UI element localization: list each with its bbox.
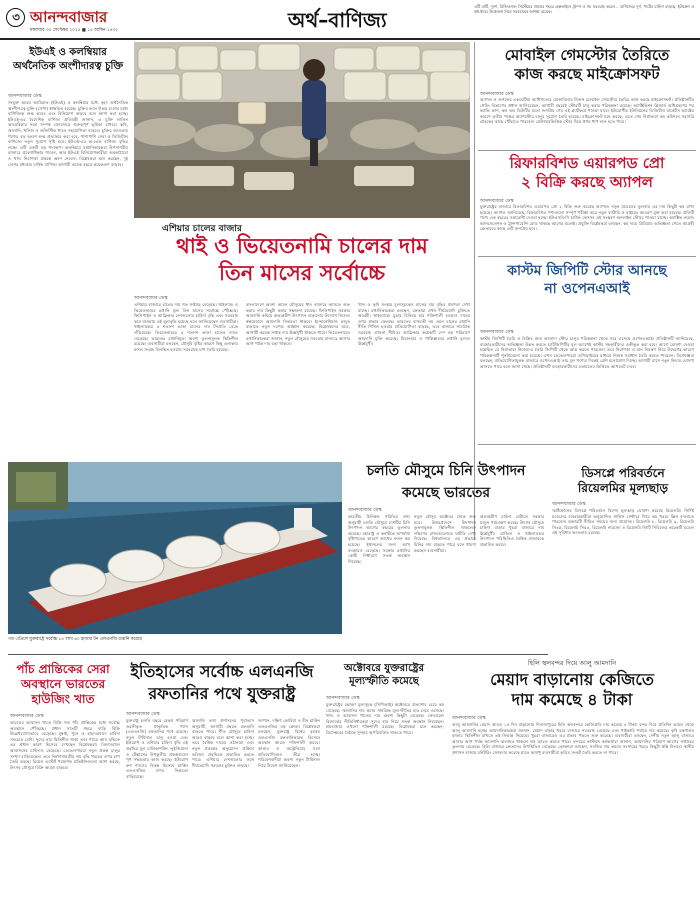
lng-col-2: জ্বালানি তথ্য প্রশাসনের পূর্বাভাস অনুযায়ী, আগামী বছরও রফতানি বাড়তে পারে। শীত মৌসুমে চাহিদা আরও বাড়বে বলে আশা করা হচ্ছে। তবে বৈশ্বিক দামের ওঠানামা এবং নতুন প্রকল্পের অনুমোদন প্রক্রিয়া ভবিষ্যৎ প্রবৃদ্ধিকে প্রভাবিত করতে পারে। এশিয়ার দেশগুলোর সঙ্গে দীর্ঘমেয়াদি সরবরাহ চুক্তিও বাড়ছে। (192, 718, 254, 768)
airpod-body: যুক্তরাষ্ট্রের বাজারে রিফারবিশড এয়ারপড প্রো ২ বিক্রি শুরু করেছে অ্যাপল। নতুন মডেলের তুলনায় এর দাম কিছুটা কম রাখা হয়েছে। অ্যাপল জানিয়েছে, রিফারবিশড পণ্যগুলো সম্পূর্ণ পরীক্ষা করে নতুন ব্যাটারি ও বাইরের আবরণ যুক্ত করা হয়েছে। প্রতিটি পণ্যে এক বছরের ওয়ারেন্টি দেওয়া হচ্ছে। ইউএসবি-সি চার্জিং কেসসহ এই সংস্করণ অনলাইন স্টোরে পাওয়া যাচ্ছে। অ্যাক্টিভ নয়েজ ক্যানসেলেশন ও ট্রান্সপারেন্সি মোড থাকছে আগের মতোই। প্রযুক্তি বিশ্লেষকরা বলছেন, কম দামে প্রিমিয়াম অভিজ্ঞতা পেতে আগ্রহী ক্রেতাদের কাছে এটি জনপ্রিয় হবে। (480, 204, 694, 232)
india-headline-1: পাঁচ প্রান্তিকের সেরা (16, 662, 110, 676)
microsoft-headline-2: কাজ করছে মাইক্রোসফট (514, 65, 660, 83)
eu-body: সংযুক্ত আরব আমিরাত (ইউএই) ও কলম্বিয়ার মধ্যে বৃহৎ অর্থনৈতিক অংশীদারত্ব চুক্তি (সেপা) স্বাক্ষরিত হয়েছে। চুক্তির ফলে উভয় দেশের মধ্যে বাণিজ্যিক শুল্ক কমবে এবং বিনিয়োগ বাড়বে বলে আশা করা হচ্ছে। ইউএই-এর বৈদেশিক বাণিজ্য প্রতিমন্ত্রী জানান, এ চুক্তি লাতিন আমেরিকার সঙ্গে সম্পর্ক জোরদারে গুরুত্বপূর্ণ ভূমিকা রাখবে। কৃষি, জ্বালানি, খনিজ ও লজিস্টিক খাতে সহযোগিতা বাড়বে। চুক্তির আওতায় পণ্যের বড় অংশে শুল্ক প্রত্যাহার করা হবে, পাশাপাশি সেবা ও ডিজিটাল বাণিজ্যে নতুন সুযোগ সৃষ্টি হবে। ইউএই-এর অ-তেল বাণিজ্য বৃদ্ধির লক্ষ্যে এটি একটি বড় পদক্ষেপ। কলম্বিয়ার রপ্তানিকারকরা উপসাগরীয় বাজারে প্রবেশাধিকার পাবেন, আর ইউএই বিনিয়োগকারীরা অবকাঠামো ও খাদ্য নিরাপত্তা প্রকল্পে অংশ নেবেন। বিশ্লেষকরা মনে করছেন, দুই দেশের মধ্যকার বার্ষিক বাণিজ্য আগামী কয়েক বছরে কয়েকগুণ বাড়বে। (8, 100, 128, 167)
divider (478, 150, 696, 151)
page-number: ৩ (12, 10, 20, 24)
eu-headline: ইউএই ও কলম্বিয়ার অর্থনৈতিক অংশীদারত্ব চুক্তি (12, 47, 124, 72)
gpt-byline: আনন্দবাজার ডেস্ক (480, 330, 514, 335)
lng-headline-1: ইতিহাসের সর্বোচ্চ এলএনজি (130, 662, 314, 681)
gpt-headline-2: না ওপেনএআই (544, 281, 630, 297)
lng-col-3: জাপান, দক্ষিণ কোরিয়া ও চীন মার্কিন এলএনজির বড় ক্রেতা। বিশ্লেষকরা বলছেন, যুক্তরাষ্ট্র বিশ্বের বৃহত্তম এলএনজি রফতানিকারক হিসেবে অবস্থান আরও শক্তিশালী করবে। কাতার ও অস্ট্রেলিয়ার সঙ্গে প্রতিযোগিতাও তীব্র হচ্ছে। পরিবেশবাদীরা অবশ্য নতুন টার্মিনাল নিয়ে উদ্বেগ জানিয়েছেন। (258, 718, 320, 768)
airpod-byline: আনন্দবাজার ডেস্ক (480, 199, 514, 204)
lng-col-1: যুক্তরাষ্ট্র চলতি বছরে রেকর্ড পরিমাণ তরলীকৃত প্রাকৃতিক গ্যাস (এলএনজি) রফতানির পথে রয়েছে। নতুন টার্মিনাল চালু হওয়া এবং ইউরোপ ও এশিয়ার চাহিদা বৃদ্ধি এই প্রবৃদ্ধির মূল চালিকাশক্তি। লুইজিয়ানা ও টেক্সাসের উপকূলীয় প্রকল্পগুলো পূর্ণ সক্ষমতায় কাজ করছে। ইউরোপ রুশ গ্যাসের বিকল্প হিসেবে মার্কিন এলএনজির ওপর নির্ভরতা বাড়িয়েছে। (126, 718, 188, 779)
potato-headline-1: মেয়াদ বাড়ানোয় কেজিতে (490, 670, 654, 689)
microsoft-headline-1: মোবাইল গেমস্টোর তৈরিতে (504, 46, 670, 64)
india-byline: আনন্দবাজার ডেস্ক (10, 714, 44, 719)
rice-byline: আনন্দবাজার ডেস্ক (134, 296, 168, 301)
india-headline-3: হাউজিং খাত (31, 692, 95, 706)
lng-byline: আনন্দবাজার ডেস্ক (126, 712, 160, 717)
lower-band-rule (8, 654, 548, 655)
masthead-rule (0, 38, 700, 40)
rice-col-2: বাংলাদেশে অবশ্য আমন মৌসুমের ধান বাজারে আসতে শুরু করায় দাম কিছুটা কমার সম্ভাবনা রয়েছে। ফিলিপাইন সরকার আমদানি কমিয়ে অভ্যন্তরীণ উৎপাদন বাড়ানোর উদ্যোগ নিলেও স্বল্পমেয়াদে আমদানি নির্ভরতা থাকবে। ইন্দোনেশিয়াও মজুত বাড়াতে নতুন দরপত্র আহ্বান করেছে। বিশ্লেষকদের মতে, আগামী কয়েক সপ্তাহ দাম ঊর্ধ্বমুখী থাকতে পারে। ভিয়েতনামের রপ্তানিকারকরা জানান, নতুন মৌসুমের সরবরাহ বাজারে আসার আগ পর্যন্ত দাম চড়া থাকবে। (246, 302, 350, 347)
rice-headline-2: তিন মাসের সর্বোচ্চে (219, 260, 385, 285)
usa-body: যুক্তরাষ্ট্রের ভোক্তা মূল্যসূচক (সিপিআই) অক্টোবরে প্রত্যাশার চেয়ে কম বেড়েছে। জ্বালানির দাম কমায় সামগ্রিক মূল্যস্ফীতির হার নেমে এসেছে। খাদ্য ও আবাসন খাতের দাম অবশ্য কিছুটা বেড়েছে। ফেডারেল রিজার্ভের নীতিনির্ধারকরা সুদের হার নিয়ে সতর্ক অবস্থান নিয়েছেন। শ্রমবাজার এখনো শক্তিশালী রয়েছে। বিশ্লেষকরা মনে করছেন, ডিসেম্বরের বৈঠকে সুদহার অপরিবর্তিত থাকতে পারে। (326, 702, 444, 735)
usa-headline-2: মূল্যস্ফীতি কমেছে (349, 676, 419, 687)
lng-photo-caption: গত এপ্রিলে যুক্তরাষ্ট্রে সর্বোচ্চ ৮৫ লাখ ৬০ হাজার টন এলএনজি রপ্তানি করেছে (8, 637, 143, 642)
disney-byline: আনন্দবাজার ডেস্ক (552, 502, 586, 507)
airpod-headline-1: রিফারবিশড এয়ারপড প্রো (509, 154, 665, 172)
microsoft-body: অ্যাপল ও গুগলের একচেটিয়া আধিপত্যের মোকাবিলায় নিজস্ব মোবাইল গেমস্টোর তৈরির কাজ করছে মাইক্রোসফট। প্রতিষ্ঠানটির গেমিং বিভাগের প্রধান জানিয়েছেন, আগামী বছরেই স্টোরটি চালু করার পরিকল্পনা রয়েছে। অ্যাক্টিভিশন ব্লিজার্ড অধিগ্রহণের পর ক্যান্ডি ক্রাশ, কল অব ডিউটির মতো জনপ্রিয় গেম এই প্ল্যাটফর্মে পাওয়া যাবে। ইউরোপীয় ইউনিয়নের ডিজিটাল মার্কেটস অ্যাক্টের কারণে তৃতীয় পক্ষের অ্যাপস্টোর চালুর সুযোগ তৈরি হয়েছে। মাইক্রোসফট মনে করছে, এতে গেম নির্মাতারা কম কমিশনে সরাসরি গ্রাহকের কাছে পৌঁছাতে পারবেন। ব্রাউজারভিত্তিক স্টোর দিয়ে প্রথম ধাপ শুরু হতে পারে। (480, 97, 694, 125)
sugar-byline: আনন্দবাজার ডেস্ক (348, 508, 382, 513)
paper-name: আনন্দবাজার (30, 8, 108, 26)
potato-byline: আনন্দবাজার ডেস্ক (452, 716, 486, 721)
top-brief: এটি মাটি, দূষণ, রিজিওনাল সিস্টেমের প্রভাবে শহরে হেল্পলাইনে ট্রাম্প ও গম সরবরাহ করেন… বাণিজ্যের দূর্গ, পাটের চাহিদা বাড়ছে, ইউক্রেন ও মধ্যপ্রাচ্যে উত্তেজনা নিয়ে সরবরাহের আশঙ্কা রয়েছে। (474, 4, 694, 14)
sugar-col-2: নতুন মৌসুম অক্টোবর থেকে শুরু হবে। উত্তরপ্রদেশে উৎপাদন তুলনামূলক স্থিতিশীল থাকলেও দক্ষিণের রাজ্যগুলোতে ঘাটতি দেখা দিয়েছে। বিশ্ববাজারে এর প্রভাবে চিনির দাম বাড়তে পারে বলে ধারণা করছেন ব্যবসায়ীরা। (414, 514, 476, 553)
india-headline-2: অবস্থানে ভারতের (20, 677, 106, 691)
potato-body: আলু আমদানির মেয়াদ আরও ১৫ দিন বাড়ানোয় দিনাজপুরের হিলি স্থলবন্দরে কেজিপ্রতি দাম কমেছে ৪ টাকা। বন্দর দিয়ে প্রতিদিন ভারত থেকে আলু আমদানি হচ্ছে। আমদানিকারকরা জানান, মেয়াদ বাড়ার খবরে বাজারে সরবরাহ বেড়েছে এবং পাইকারি পর্যায়ে দাম কমেছে। কৃষি মন্ত্রণালয় বাজার স্থিতিশীল রাখতে এই সিদ্ধান্ত নিয়েছে। খুচরা বাজারেও এর প্রভাব পড়তে শুরু করেছে। ব্যবসায়ীরা বলছেন, দেশীয় নতুন আলু বাজারে আসার আগ পর্যন্ত আমদানি অব্যাহত থাকলে দাম আরও কমতে পারে। বন্দরের কাস্টমস কর্মকর্তারা জানান, আমদানির পরিমাণ আগের সপ্তাহের তুলনায় বেড়েছে। হিলি বাজারে ক্রেতাদের উপস্থিতিও বেড়েছে। ভোক্তারা বলছেন, সবজির দাম কমলে সংসারের খরচে কিছুটা স্বস্তি মিলবে। স্থানীয় প্রশাসন বাজার মনিটরিং জোরদার করেছে যাতে অসাধু ব্যবসায়ীরা কৃত্রিম সংকট তৈরি করতে না পারে। (452, 722, 694, 755)
sugar-headline-1: চলতি মৌসুমে চিনি উৎপাদন (366, 463, 526, 479)
rice-kicker: এশিয়ার চালের বাজার (162, 224, 242, 234)
rice-col-3: খাদ্য ও কৃষি সংস্থার মূল্যসূচকেও চালের দাম বৃদ্ধির প্রবণতা দেখা যাচ্ছে। রপ্তানিকারকরা বলছেন, ক্রেতারা এখন দীর্ঘমেয়াদি চুক্তিতে আগ্রহী। থাইল্যান্ডে মুদ্রার বিনিময় হার শক্তিশালী হওয়াও দামের ওপর প্রভাব ফেলছে। ভারতের বাসমতী নয় এমন চালের রপ্তানি নীতি শিথিল হওয়ায় প্রতিযোগিতা বাড়ছে, তবে বাজারে সামগ্রিক সরবরাহ এখনো সীমিত। আফ্রিকার কয়েকটি দেশ বড় পরিমাণে আমদানি চুক্তি করেছে। মিয়ানমার ও পাকিস্তানের রপ্তানি মূল্যও ঊর্ধ্বমুখী। (358, 302, 470, 347)
usa-byline: আনন্দবাজার ডেস্ক (326, 696, 360, 701)
gpt-body: কাস্টম জিপিটি তৈরি ও বিক্রির জন্য আলাদা স্টোর চালুর পরিকল্পনা থেকে সরে এসেছে ওপেনএআই। প্রতিষ্ঠানটি জানিয়েছে, ব্যবহারকারীদের অভিজ্ঞতা উন্নত করতে চ্যাটজিপিটির মূল অ্যাপেই কাস্টম সহকারীদের একীভূত করা হবে। আগে ঘোষণা দেওয়া হয়েছিল যে নির্মাতারা নিজেদের তৈরি জিপিটি থেকে আয় করতে পারবেন। তবে নিরাপত্তা ও মান নিয়ন্ত্রণ নিয়ে উদ্বেগের কারণে পরিকল্পনাটি পুনর্বিবেচনা করা হয়েছে। এখন ডেভেলপাররা এপিআইয়ের মাধ্যমে নিজস্ব সমাধান তৈরি করতে পারবেন। বিশেষজ্ঞরা বলছেন, প্রতিযোগিতামূলক বাজারে ওপেনএআই তার মূল পণ্যের দিকেই বেশি মনোযোগ দিচ্ছে। আগামী মাসে নতুন ফিচার ঘোষণা আসতে পারে বলে জানা গেছে। প্রতিষ্ঠানটি ব্যবহারকারীদের মতামতের ভিত্তিতে আপডেট দেবে। (480, 336, 694, 369)
disney-headline-1: ডিসপ্লে পরিবর্তনে (581, 466, 665, 480)
divider (478, 256, 696, 257)
sugar-col-1: ভারতীয় চিনিকল সমিতির তথ্য অনুযায়ী চলতি মৌসুমে দেশটির চিনি উৎপাদন আগের বছরের তুলনায় কমেছে। মহারাষ্ট্র ও কর্নাটকে অপর্যাপ্ত বৃষ্টিপাতের কারণে আখের ফলন কম হয়েছে। ইথানলের জন্য আখ ব্যবহারও বেড়েছে। সরকার রপ্তানির কোটা নির্ধারণে সতর্ক অবস্থান নিয়েছে। (348, 514, 410, 564)
divider (478, 444, 696, 445)
rice-col-1: এশিয়ার বাজারে চালের দাম গত সপ্তাহে বেড়েছে। থাইল্যান্ড ও ভিয়েতনামের রপ্তানি মূল্য তিন মাসের সর্বোচ্চে পৌঁছেছে। ফিলিপাইন ও আফ্রিকার দেশগুলোর চাহিদা বৃদ্ধি এবং সরবরাহ কমে যাওয়ায় এই মূল্যবৃদ্ধি হয়েছে বলে জানিয়েছেন ব্যবসায়ীরা। থাইল্যান্ডের ৫ শতাংশ ভাঙা চালের দাম টনপ্রতি বেড়ে দাঁড়িয়েছে। ভিয়েতনামের ৫ শতাংশ ভাঙা চালের দামও বেড়েছে। ভারতের রপ্তানিমূল্য অবশ্য তুলনামূলক স্থিতিশীল রয়েছে। ব্যবসায়ীরা বলছেন, মৌসুমি বৃষ্টির কারণে কিছু এলাকায় ফসল সংগ্রহ বিলম্বিত হওয়ায় সরবরাহে চাপ তৈরি হয়েছে। (134, 302, 238, 352)
sugar-headline-2: কমেছে ভারতের (401, 485, 491, 501)
potato-headline-2: দাম কমেছে ৪ টাকা (511, 690, 633, 709)
sugar-col-3: অভ্যন্তরীণ চাহিদা মেটাতে সরকার মজুত পর্যবেক্ষণ করছে। উৎসব মৌসুমে চাহিদা বাড়ায় খুচরা বাজারে দাম ঊর্ধ্বমুখী। ব্রাজিল ও থাইল্যান্ডের উৎপাদন পরিস্থিতিও বৈশ্বিক বাজারকে প্রভাবিত করবে। (480, 514, 544, 547)
date-line: মঙ্গলবার ৩০ সেপ্টেম্বর ২০২৫ ■ ১৫ আশ্বিন ১৪৩২ (30, 28, 118, 33)
airpod-headline-2: ২ বিক্রি করছে অ্যাপল (521, 173, 653, 191)
disney-body: স্মার্টফোনের ডিসপ্লে পরিবর্তনে বিশেষ মূল্যছাড় ঘোষণা করেছে রিয়েলমি। নির্দিষ্ট মডেলের ব্যবহারকারীরা অনুমোদিত সার্ভিস সেন্টারে গিয়ে কম খরচে স্ক্রিন বদলাতে পারবেন। অফারটি সীমিত সময়ের জন্য প্রযোজ্য। রিয়েলমি ৮, রিয়েলমি ৯, রিয়েলমি সি৩৫, রিয়েলমি সি৫৫, রিয়েলমি নারজো ও রিয়েলমি জিটি সিরিজের কয়েকটি মডেল এই সুবিধার আওতায় রয়েছে। (552, 508, 694, 536)
disney-headline-2: রিয়েলমির মূল্যছাড় (577, 481, 669, 495)
section-title: অর্থ–বাণিজ্য (288, 8, 387, 32)
gpt-headline-1: কাস্টম জিপিটি স্টোর আনছে (507, 263, 667, 279)
lng-tanker-photo (8, 462, 342, 634)
microsoft-byline: আনন্দবাজার ডেস্ক (480, 92, 514, 97)
rice-market-photo (134, 42, 470, 218)
india-body: ভারতের আবাসন খাতে বিক্রি গত পাঁচ প্রান্তিকের মধ্যে সর্বোচ্চ অবস্থানে পৌঁছেছে। প্রধান সাতটি শহরে বাড়ি বিক্রি উল্লেখযোগ্যভাবে বেড়েছে। মুম্বাই, পুনে ও হায়দরাবাদে চাহিদা সবচেয়ে বেশি। সুদের হার স্থিতিশীল থাকা এবং শহুরে আয় বৃদ্ধিকে এর প্রধান কারণ হিসেবে দেখছেন বিশ্লেষকরা। বিলাসবহুল আবাসনের চাহিদাও বেড়েছে। ডেভেলপাররা নতুন প্রকল্প চালুর সংখ্যা বাড়িয়েছেন। তবে নির্মাণসামগ্রীর দাম বৃদ্ধি খরচের ওপর চাপ তৈরি করছে। রিয়েল এস্টেট পরামর্শক প্রতিষ্ঠানগুলো আশা করছে, উৎসব মৌসুমে বিক্রি আরও বাড়বে। (10, 720, 120, 770)
eu-byline: আনন্দবাজার ডেস্ক (8, 94, 42, 99)
potato-kicker: হিলি স্থলবন্দর দিয়ে আলু আমদানি (527, 659, 617, 667)
rice-headline-1: থাই ও ভিয়েতনামি চালের দাম (176, 233, 428, 258)
lng-headline-2: রফতানির পথে যুক্তরাষ্ট্র (148, 684, 296, 703)
usa-headline-1: অক্টোবরে যুক্তরাষ্ট্রের (344, 663, 424, 674)
